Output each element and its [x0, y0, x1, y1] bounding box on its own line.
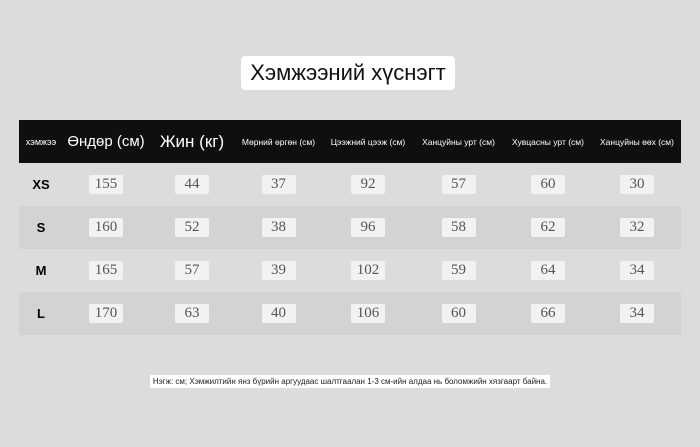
chest-value: 106 [351, 304, 385, 323]
value-cell [235, 206, 322, 249]
table-header-row [19, 120, 681, 163]
shoulder-width-value: 38 [262, 218, 296, 237]
size-label: L [37, 305, 45, 321]
column-header-chest: Цээжний цээж (см) [322, 120, 414, 163]
size-cell [19, 163, 63, 206]
table-row [19, 206, 681, 249]
sleeve-length-value: 59 [442, 261, 476, 280]
value-cell [235, 163, 322, 206]
value-cell [414, 249, 503, 292]
sleeve-width-value: 34 [620, 304, 654, 323]
measurement-note: Нэгж: см; Хэмжилтийн янз бүрийн аргуудаас шалтгаалан 1-3 см-ийн алдаа нь боломжийн хязгаарт байна. [150, 375, 550, 388]
weight-value: 52 [175, 218, 209, 237]
chest-value: 102 [351, 261, 385, 280]
table-row [19, 292, 681, 335]
height-value: 165 [89, 261, 123, 280]
value-cell [503, 206, 593, 249]
column-header-sleeve-length: Ханцуйны урт (см) [414, 120, 503, 163]
size-cell [19, 292, 63, 335]
height-value: 155 [89, 175, 123, 194]
value-cell [593, 249, 681, 292]
height-value: 160 [89, 218, 123, 237]
height-value: 170 [89, 304, 123, 323]
value-cell [593, 292, 681, 335]
weight-value: 63 [175, 304, 209, 323]
sleeve-length-value: 60 [442, 304, 476, 323]
shoulder-width-value: 40 [262, 304, 296, 323]
size-chart-table [19, 120, 681, 335]
value-cell [63, 249, 149, 292]
value-cell [322, 163, 414, 206]
shoulder-width-value: 39 [262, 261, 296, 280]
table-row [19, 249, 681, 292]
garment-length-value: 62 [531, 218, 565, 237]
column-header-shoulder-width: Мөрний өргөн (см) [235, 120, 322, 163]
value-cell [593, 163, 681, 206]
value-cell [503, 249, 593, 292]
value-cell [414, 292, 503, 335]
value-cell [149, 292, 235, 335]
sleeve-width-value: 34 [620, 261, 654, 280]
sleeve-length-value: 58 [442, 218, 476, 237]
garment-length-value: 64 [531, 261, 565, 280]
size-cell [19, 249, 63, 292]
size-cell [19, 206, 63, 249]
value-cell [63, 206, 149, 249]
value-cell [503, 163, 593, 206]
garment-length-value: 66 [531, 304, 565, 323]
column-header-weight: Жин (кг) [149, 120, 235, 163]
column-header-garment-length: Хувцасны урт (см) [503, 120, 593, 163]
page-title [241, 56, 455, 90]
value-cell [235, 249, 322, 292]
size-label: M [35, 262, 47, 278]
value-cell [322, 206, 414, 249]
weight-value: 57 [175, 261, 209, 280]
value-cell [63, 292, 149, 335]
column-header-sleeve-width: Ханцуйны өөх (см) [593, 120, 681, 163]
page-title-text: Хэмжээний хүснэгт [250, 60, 446, 85]
value-cell [414, 163, 503, 206]
column-header-size: хэмжээ [19, 120, 63, 163]
shoulder-width-value: 37 [262, 175, 296, 194]
garment-length-value: 60 [531, 175, 565, 194]
table-row [19, 163, 681, 206]
value-cell [503, 292, 593, 335]
sleeve-width-value: 32 [620, 218, 654, 237]
value-cell [63, 163, 149, 206]
value-cell [593, 206, 681, 249]
value-cell [322, 249, 414, 292]
sleeve-width-value: 30 [620, 175, 654, 194]
size-label: XS [32, 176, 50, 192]
chest-value: 92 [351, 175, 385, 194]
value-cell [322, 292, 414, 335]
value-cell [149, 249, 235, 292]
chest-value: 96 [351, 218, 385, 237]
value-cell [414, 206, 503, 249]
size-label: S [36, 219, 46, 235]
value-cell [235, 292, 322, 335]
value-cell [149, 206, 235, 249]
value-cell [149, 163, 235, 206]
sleeve-length-value: 57 [442, 175, 476, 194]
column-header-height: Өндөр (см) [63, 120, 149, 163]
weight-value: 44 [175, 175, 209, 194]
